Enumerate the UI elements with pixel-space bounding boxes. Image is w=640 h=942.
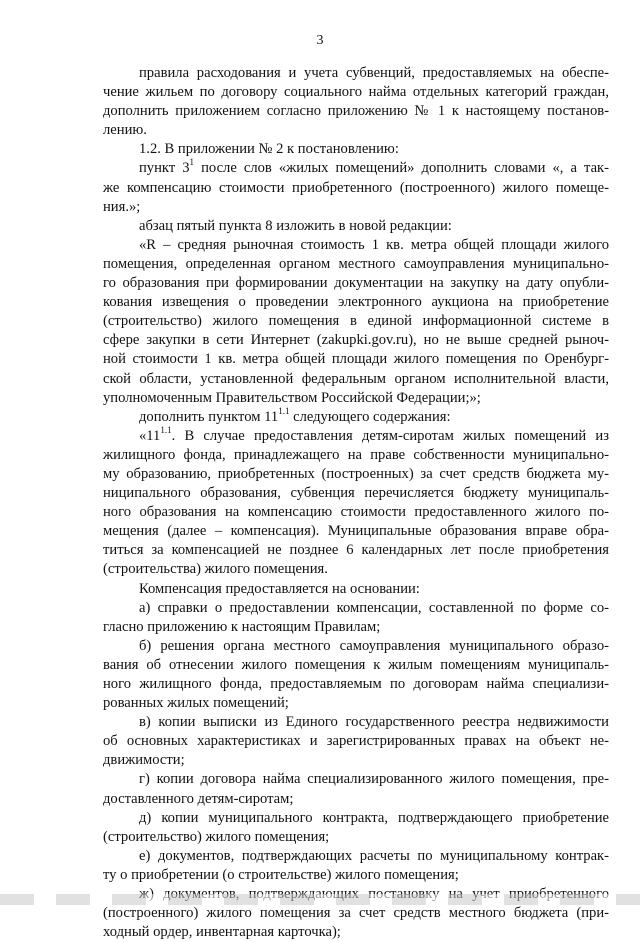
text-line: (строительства) жилого помещения.: [103, 561, 328, 578]
text-line: «R – средняя рыночная стоимость 1 кв. метра общей площади жилого: [139, 236, 609, 253]
text-line: ния.»;: [103, 198, 141, 215]
text-line: дополнить пунктом $11^{1.1}$ следующего содержания:: [139, 405, 451, 425]
text-line: б) решения органа местного самоуправления муниципального образо-: [139, 637, 609, 654]
text-line: (строительство) жилого помещения;: [103, 828, 330, 845]
document-body: [103, 64, 609, 942]
text-line: г) копии договора найма специализированного жилого помещения, пре-: [139, 771, 609, 788]
text-line: ной стоимости 1 кв. метра общей площади жилого помещения по Оренбург-: [103, 351, 609, 368]
text-line: ного образования на компенсацию стоимости предоставленного жилого по-: [103, 504, 609, 521]
text-line: кования извещения о проведении электронного аукциона на приобретение: [103, 294, 609, 311]
scan-edge-artifact: [0, 894, 640, 905]
text-line: жилищного фонда, принадлежащего на праве собственности муниципально-: [103, 446, 609, 463]
text-line: д) копии муниципального контракта, подтверждающего приобретение: [139, 809, 609, 826]
text-line: дополнить приложением согласно приложению № 1 к настоящему постанов-: [103, 103, 609, 120]
text-line: ходный ордер, инвентарная карточка);: [103, 924, 341, 941]
text-line: рованных жилых помещений;: [103, 695, 289, 712]
text-line: уполномоченным Правительством Российской Федерации;»;: [103, 389, 481, 406]
text-line: доставленного детям-сиротам;: [103, 790, 294, 807]
superscript: 1: [189, 157, 195, 168]
text-line: мещения (далее – компенсация). Муниципальные образования вправе обра-: [103, 523, 609, 540]
text-line: абзац пятый пункта 8 изложить в новой редакции:: [139, 217, 452, 234]
page-number: 3: [316, 33, 324, 48]
superscript: 1.1: [160, 424, 172, 435]
text-line: об основных характеристиках и зарегистрированных правах на объект не-: [103, 733, 609, 750]
text-line: правила расходования и учета субвенций, предоставляемых на обеспе-: [139, 65, 609, 81]
text-line: 1.2. В приложении № 2 к постановлению:: [139, 141, 399, 158]
text-line: му образованию, приобретенных (построенных) за счет средств бюджета му-: [103, 465, 609, 482]
text-line: ного жилищного фонда, предоставляемым по договорам найма специализи-: [103, 676, 609, 692]
text-line: титься за компенсацией не позднее 6 календарных лет после приобретения: [103, 542, 609, 559]
text-line: е) документов, подтверждающих расчеты по муниципальному контрак-: [139, 847, 609, 864]
text-line: ту о приобретении (о строительстве) жилого помещения;: [103, 866, 459, 883]
text-line: пункт $3^1$ после слов «жилых помещений» дополнить словами «, а так-: [139, 157, 609, 177]
text-line: движимости;: [103, 752, 185, 769]
text-line: ниципального образования, субвенция перечисляется бюджету муниципаль-: [103, 485, 609, 502]
text-line: чение жильем по договору социального найма отдельных категорий граждан,: [103, 84, 609, 101]
superscript: 1.1: [278, 405, 290, 416]
text-line: «$11^{1.1}$. В случае предоставления детям-сиротам жилых помещений из: [139, 424, 609, 444]
text-line: Компенсация предоставляется на основании:: [139, 580, 420, 597]
text-line: (строительство) жилого помещения в единой информационной системе в: [103, 313, 609, 330]
text-line: лению.: [103, 122, 147, 139]
text-line: (построенного) жилого помещения за счет средств местного бюджета (при-: [103, 905, 609, 922]
text-line: же компенсацию стоимости приобретенного (построенного) жилого помеще-: [103, 179, 609, 196]
text-line: гласно приложению к настоящим Правилам;: [103, 618, 381, 635]
text-line: го образования при формировании документации на закупку на дату опубли-: [103, 275, 609, 292]
text-line: в) копии выписки из Единого государственного реестра недвижимости: [139, 714, 609, 731]
text-line: вания об отнесении жилого помещения к жилым помещениям муниципаль-: [103, 656, 609, 673]
text-line: сфере закупки в сети Интернет (zakupki.gov.ru), но не выше средней рыноч-: [103, 332, 609, 349]
text-line: а) справки о предоставлении компенсации, составленной по форме со-: [139, 599, 609, 616]
text-line: ской области, установленной федеральным органом исполнительной власти,: [103, 370, 609, 387]
text-line: помещения, определенная органом местного самоуправления муниципально-: [103, 255, 609, 272]
